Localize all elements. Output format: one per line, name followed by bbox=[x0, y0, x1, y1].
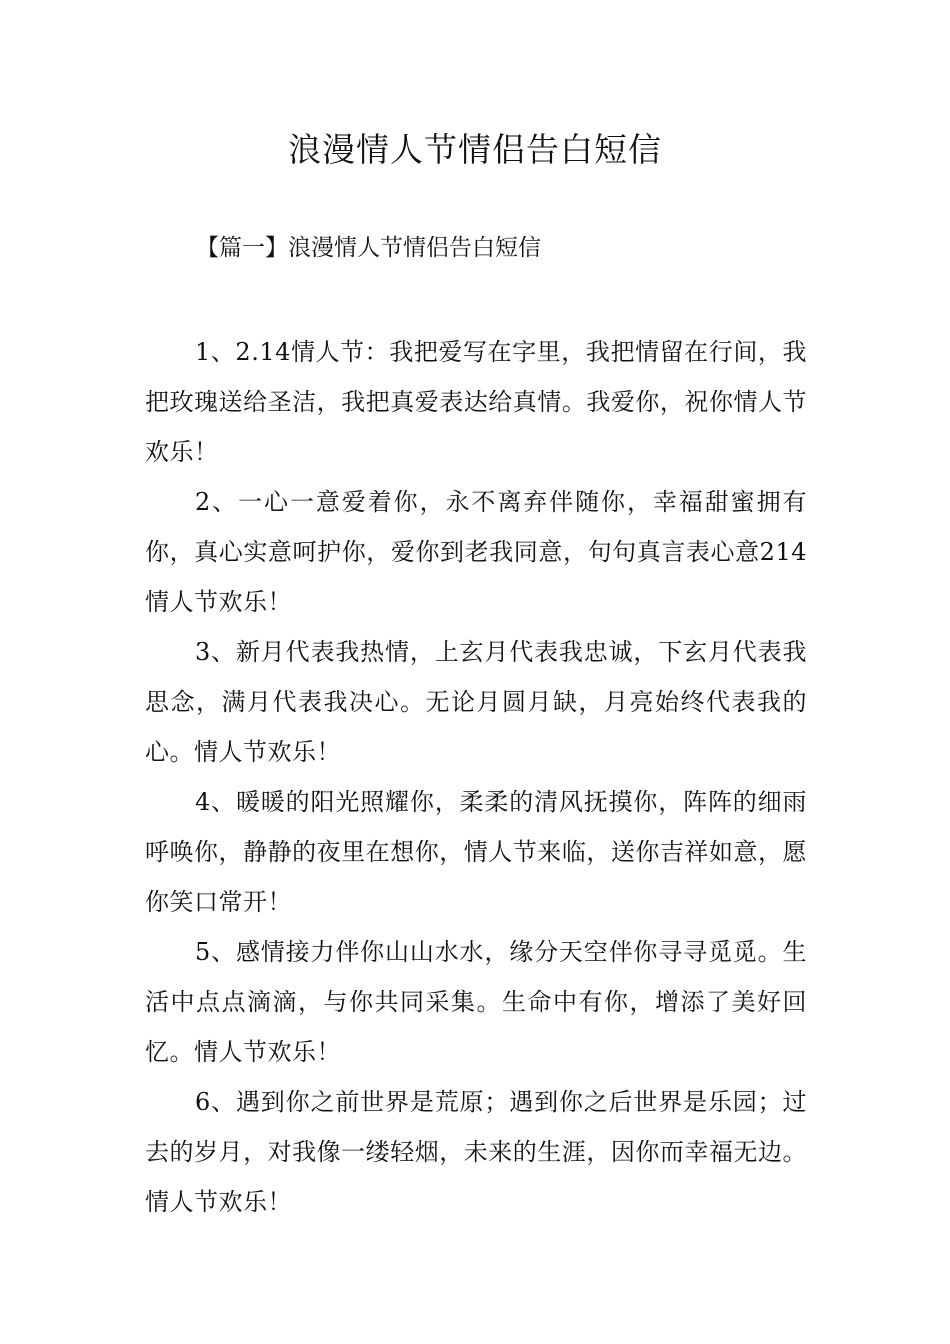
paragraph-4: 4、暖暖的阳光照耀你，柔柔的清风抚摸你，阵阵的细雨呼唤你，静静的夜里在想你，情人节来临，送你吉祥如意，愿你笑口常开！ bbox=[145, 788, 807, 916]
paragraph-2: 2、一心一意爱着你，永不离弃伴随你，幸福甜蜜拥有你，真心实意呵护你，爱你到老我同意，句句真言表心意214情人节欢乐！ bbox=[145, 488, 807, 616]
paragraph-3: 3、新月代表我热情，上玄月代表我忠诚，下玄月代表我思念，满月代表我决心。无论月圆月缺，月亮始终代表我的心。情人节欢乐！ bbox=[145, 638, 807, 766]
document-body bbox=[145, 327, 807, 1227]
section-heading: 【篇一】浪漫情人节情侣告白短信 bbox=[196, 235, 541, 261]
paragraph-6: 6、遇到你之前世界是荒原；遇到你之后世界是乐园；过去的岁月，对我像一缕轻烟，未来的生涯，因你而幸福无边。情人节欢乐！ bbox=[145, 1088, 807, 1216]
paragraph-5: 5、感情接力伴你山山水水，缘分天空伴你寻寻觅觅。生活中点点滴滴，与你共同采集。生命中有你，增添了美好回忆。情人节欢乐！ bbox=[145, 938, 807, 1066]
paragraph-1: 1、2.14情人节：我把爱写在字里，我把情留在行间，我把玫瑰送给圣洁，我把真爱表达给真情。我爱你，祝你情人节欢乐！ bbox=[145, 338, 807, 466]
document-title: 浪漫情人节情侣告白短信 bbox=[288, 130, 662, 169]
